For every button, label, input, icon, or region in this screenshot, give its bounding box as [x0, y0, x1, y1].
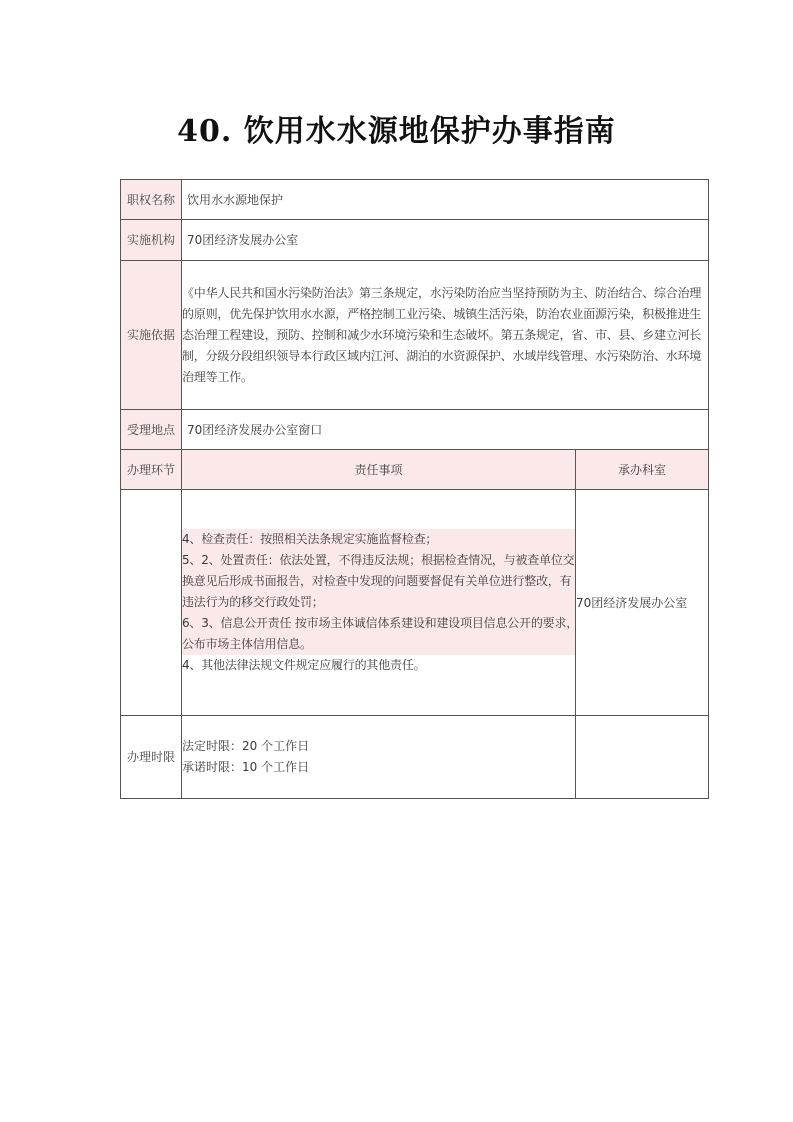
office-value: 70团经济发展办公室 [576, 490, 708, 716]
duty-line: 4、检查责任：按照相关法条规定实施监督检查； [182, 529, 575, 550]
time-line: 法定时限：20 个工作日 [182, 739, 310, 753]
name-label: 职权名称 [121, 180, 182, 220]
basis-line: 态治理工程建设，预防、控制和减少水环境污染和生态破坏。第五条规定，省、市、县、乡建立河长 [182, 327, 702, 342]
duty-line: 5、2、处置责任：依法处置，不得违反法规；根据检查情况，与被查单位交 [182, 550, 575, 571]
location-value: 70团经济发展办公室窗口 [182, 410, 708, 450]
time-content [182, 716, 576, 798]
agency-value: 70团经济发展办公室 [182, 220, 708, 261]
basis-line: 治理等工作。 [182, 369, 253, 384]
office-column-header: 承办科室 [576, 450, 708, 490]
name-value: 饮用水水源地保护 [182, 180, 708, 220]
process-blank-cell [121, 490, 182, 716]
time-line: 承诺时限：10 个工作日 [182, 760, 310, 774]
location-label: 受理地点 [121, 410, 182, 450]
agency-label: 实施机构 [121, 220, 182, 261]
basis-line: 制，分级分段组织领导本行政区域内江河、湖泊的水资源保护、水域岸线管理、水污染防治、水环境 [182, 348, 702, 363]
duty-column-header: 责任事项 [182, 450, 576, 490]
page-title: 40. 饮用水水源地保护办事指南 [177, 114, 616, 149]
duty-line: 违法行为的移交行政处罚； [182, 592, 575, 613]
duty-line: 6、3、信息公开责任 按市场主体诚信体系建设和建设项目信息公开的要求， [182, 613, 575, 634]
guide-table [120, 179, 709, 799]
duty-line: 4、其他法律法规文件规定应履行的其他责任。 [182, 658, 426, 672]
basis-line: 的原则，优先保护饮用水水源，严格控制工业污染、城镇生活污染，防治农业面源污染，积极推进生 [182, 306, 702, 321]
process-label: 办理环节 [121, 450, 182, 490]
duty-line: 公布市场主体信用信息。 [182, 634, 575, 655]
basis-label: 实施依据 [121, 261, 182, 410]
duty-line: 换意见后形成书面报告，对检查中发现的问题要督促有关单位进行整改，有 [182, 571, 575, 592]
basis-line: 《中华人民共和国水污染防治法》第三条规定，水污染防治应当坚持预防为主、防治结合、综合治理 [182, 285, 702, 300]
duty-content [182, 490, 579, 716]
basis-content [182, 261, 708, 410]
time-office-blank-cell [576, 716, 708, 798]
time-label: 办理时限 [121, 716, 182, 798]
